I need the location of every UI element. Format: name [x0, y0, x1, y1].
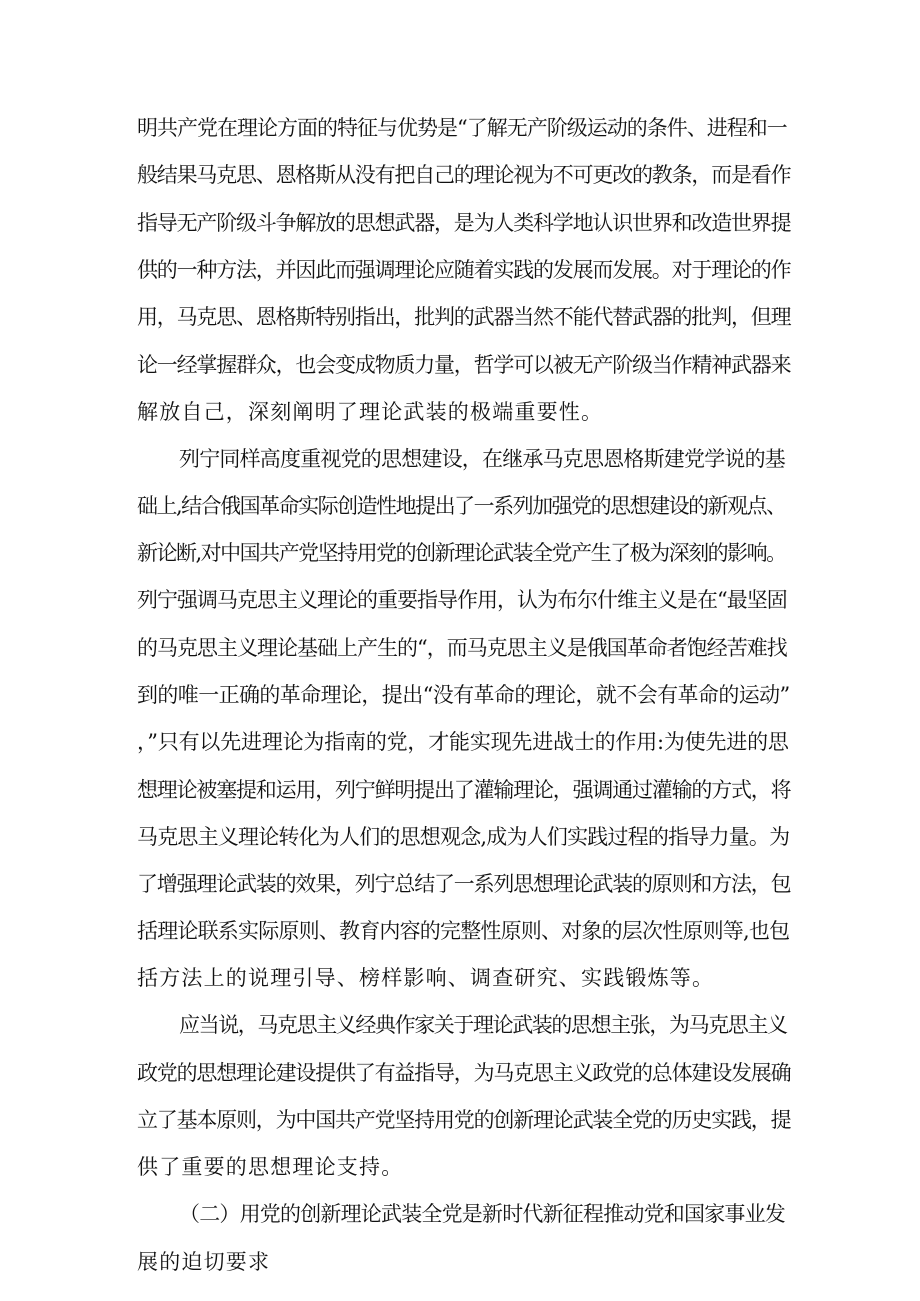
heading-line: 展的迫切要求	[137, 1250, 271, 1274]
paragraph-line: 马克思主义理论转化为人们的思想观念,成为人们实践过程的指导力量。为	[137, 825, 790, 849]
paragraph-line: 用，马克思、恩格斯特别指出，批判的武器当然不能代替武器的批判，但理	[137, 305, 791, 329]
paragraph-line: 括理论联系实际原则、教育内容的完整性原则、对象的层次性原则等,也包	[137, 919, 790, 943]
paragraph-line: 应当说，马克思主义经典作家关于理论武装的思想主张，为马克思主义	[179, 1013, 787, 1037]
paragraph-line: 供了重要的思想理论支持。	[137, 1155, 404, 1179]
paragraph-line: 论一经掌握群众，也会变成物质力量，哲学可以被无产阶级当作精神武器来	[137, 353, 791, 377]
paragraph-line: 政党的思想理论建设提供了有益指导，为马克思主义政党的总体建设发展确	[137, 1061, 791, 1085]
paragraph-line: 础上,结合俄国革命实际创造性地提出了一系列加强党的思想建设的新观点、	[137, 494, 786, 518]
paragraph-line: 明共产党在理论方面的特征与优势是“了解无产阶级运动的条件、进程和一	[137, 116, 787, 140]
paragraph-line: 解放自己，深刻阐明了理论武装的极端重要性。	[137, 400, 604, 424]
paragraph-line: 指导无产阶级斗争解放的思想武器，是为人类科学地认识世界和改造世界提	[137, 211, 791, 235]
paragraph-line: 列宁强调马克思主义理论的重要指导作用，认为布尔什维主义是在“最坚固	[137, 588, 787, 612]
paragraph-line: 般结果马克思、恩格斯从没有把自己的理论视为不可更改的教条，而是看作	[137, 163, 791, 187]
paragraph-line: 新论断,对中国共产党坚持用党的创新理论武装全党产生了极为深刻的影响。	[137, 541, 786, 565]
paragraph-line: 了增强理论武装的效果，列宁总结了一系列思想理论武装的原则和方法，包	[137, 872, 791, 896]
paragraph-line: 括方法上的说理引导、榜样影响、调查研究、实践锻炼等。	[137, 966, 715, 990]
paragraph-line: 列宁同样高度重视党的思想建设，在继承马克思恩格斯建党学说的基	[179, 447, 785, 471]
paragraph-line: 想理论被塞提和运用，列宁鲜明提出了灌输理论，强调通过灌输的方式，将	[137, 778, 791, 802]
paragraph-line: ，”只有以先进理论为指南的党，才能实现先进战士的作用:为使先进的思	[137, 730, 789, 754]
heading-line: （二）用党的创新理论武装全党是新时代新征程推动党和国家事业发	[179, 1202, 785, 1226]
paragraph-line: 立了基本原则，为中国共产党坚持用党的创新理论武装全党的历史实践，提	[137, 1108, 791, 1132]
paragraph-line: 的马克思主义理论基础上产生的“，而马克思主义是俄国革命者饱经苦难找	[137, 636, 787, 660]
paragraph-line: 供的一种方法，并因此而强调理论应随着实践的发展而发展。对于理论的作	[137, 258, 791, 282]
paragraph-line: 到的唯一正确的革命理论，提出“没有革命的理论，就不会有革命的运动”	[137, 683, 790, 707]
